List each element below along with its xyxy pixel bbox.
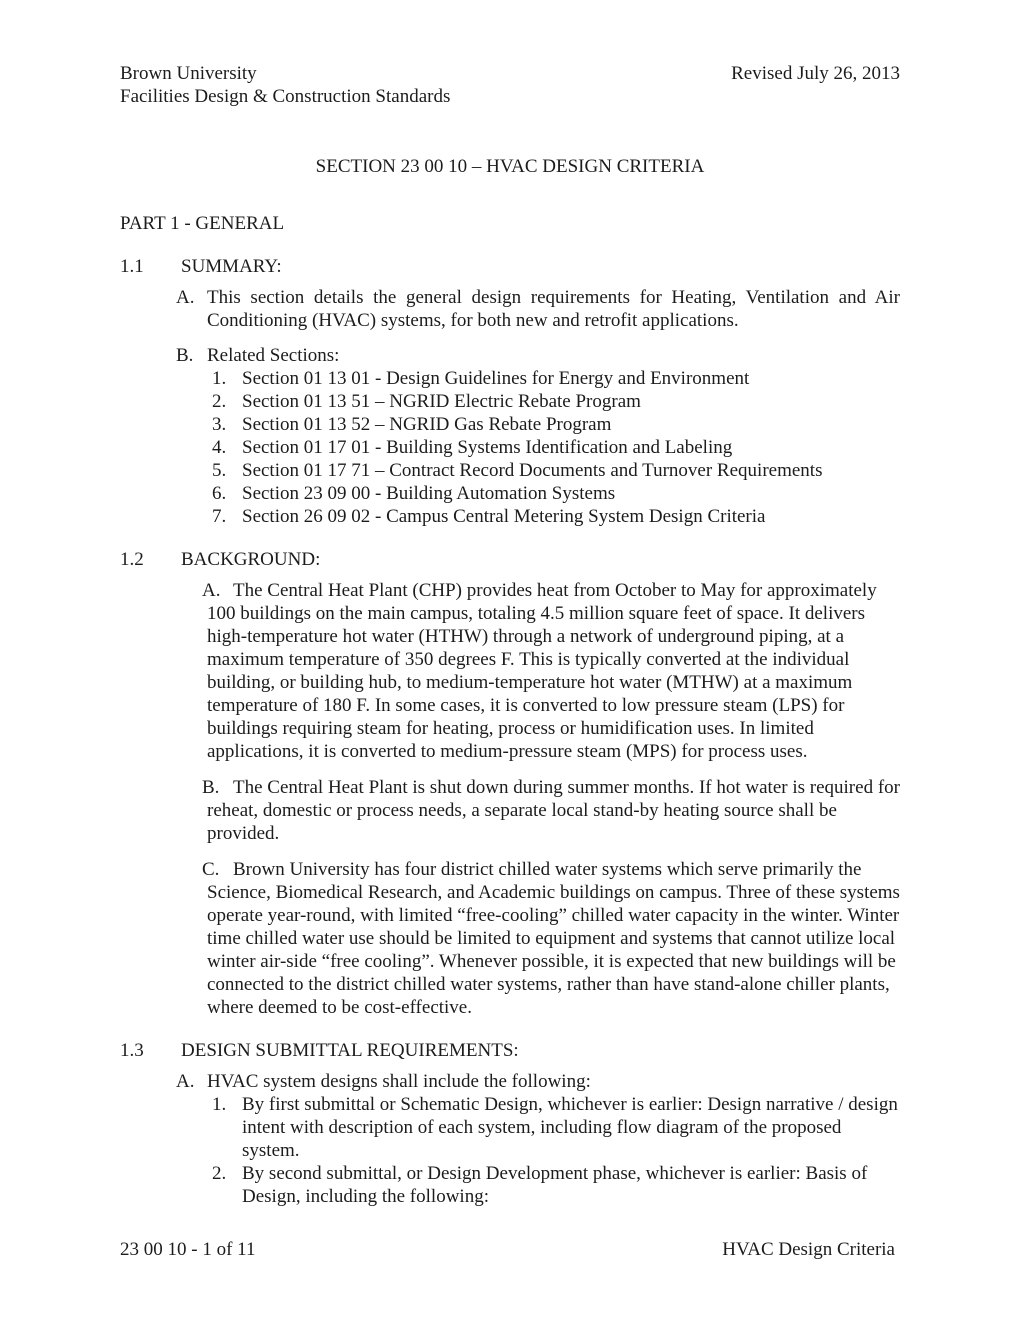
page-content: [120, 62, 900, 1208]
list-item-text: Section 01 17 01 - Building Systems Identification and Labeling: [242, 437, 733, 458]
list-item-text: Section 01 17 71 – Contract Record Documents and Turnover Requirements: [242, 460, 823, 481]
list-item-text: By second submittal, or Design Development phase, whichever is earlier: Basis of Design, including the following:: [242, 1163, 868, 1207]
list-item-related-6: [212, 482, 900, 505]
heading-1-1: [120, 255, 900, 278]
para-text: The Central Heat Plant is shut down during summer months. If hot water is required for reheat, domestic or process needs, a separate local stand-by heating source shall be provided.: [207, 777, 900, 844]
heading-1-2: [120, 548, 900, 571]
list-marker: A.: [176, 287, 195, 308]
header-left: [120, 62, 450, 108]
para-1-2-b: [202, 776, 900, 845]
para-text: Brown University has four district chilled water systems which serve primarily the Science, Biomedical Research, and Academic buildings on campus. Three of these systems operate year-round, with limited “free-cooling” chilled water capacity in the winter. Winter time chilled water use should be limited to equipment and systems that cannot utilize local winter air-side “free cooling”. Whenever possible, it is expected that new buildings will be connected to the district chilled water systems, rather than have stand-alone chiller plants, where deemed to be cost-effective.: [207, 859, 900, 1018]
list-marker: 7.: [212, 506, 227, 527]
list-marker: A.: [202, 580, 221, 601]
para-text: Related Sections:: [207, 345, 340, 366]
heading-text: SUMMARY:: [181, 256, 282, 277]
list-item-text: Section 23 09 00 - Building Automation Systems: [242, 483, 616, 504]
list-item-submittal-2: [212, 1162, 900, 1208]
list-marker: 2.: [212, 391, 227, 412]
list-marker: 1.: [212, 1094, 227, 1115]
para-text: HVAC system designs shall include the following:: [207, 1071, 591, 1092]
para-1-2-c: [202, 858, 900, 1019]
list-item-submittal-1: [212, 1093, 900, 1162]
para-1-2-a: [202, 579, 900, 763]
list-marker: 5.: [212, 460, 227, 481]
list-marker: 6.: [212, 483, 227, 504]
list-item-text: Section 01 13 52 – NGRID Gas Rebate Program: [242, 414, 612, 435]
list-marker: C.: [202, 859, 220, 880]
list-item-related-1: [212, 367, 900, 390]
page-header: [120, 62, 900, 108]
heading-text: DESIGN SUBMITTAL REQUIREMENTS:: [181, 1040, 519, 1061]
list-item-related-4: [212, 436, 900, 459]
para-text: The Central Heat Plant (CHP) provides heat from October to May for approximately 100 buildings on the main campus, totaling 4.5 million square feet of space. It delivers high-temperature hot water (HTHW) through a network of underground piping, at a maximum temperature of 350 degrees F. This is typically converted at the individual building, or building hub, to medium-temperature hot water (MTHW) at a maximum temperature of 180 F. In some cases, it is converted to low pressure steam (LPS) for buildings requiring steam for heating, process or humidification uses. In limited applications, it is converted to medium-pressure steam (MPS) for process uses.: [207, 580, 877, 762]
heading-number: 1.3: [120, 1040, 144, 1061]
list-item-related-5: [212, 459, 900, 482]
header-organization: Brown University: [120, 63, 257, 84]
list-item-related-7: [212, 505, 900, 528]
header-revision-date: Revised July 26, 2013: [731, 63, 900, 84]
para-1-1-a: [176, 286, 900, 332]
list-marker: 2.: [212, 1163, 227, 1184]
header-department: Facilities Design & Construction Standards: [120, 86, 451, 107]
list-item-text: Section 01 13 51 – NGRID Electric Rebate Program: [242, 391, 641, 412]
list-item-related-3: [212, 413, 900, 436]
heading-number: 1.2: [120, 549, 144, 570]
heading-1-3: [120, 1039, 900, 1062]
list-marker: 4.: [212, 437, 227, 458]
heading-text: BACKGROUND:: [181, 549, 321, 570]
list-item-text: By first submittal or Schematic Design, whichever is earlier: Design narrative / design intent with description of each system, including flow diagram of the proposed system.: [242, 1094, 898, 1161]
heading-number: 1.1: [120, 256, 144, 277]
list-marker: B.: [176, 345, 194, 366]
list-marker: 1.: [212, 368, 227, 389]
para-text: This section details the general design requirements for Heating, Ventilation and Air Conditioning (HVAC) systems, for both new and retrofit applications.: [207, 287, 900, 331]
list-marker: B.: [202, 777, 220, 798]
list-marker: A.: [176, 1071, 195, 1092]
footer-document-name: HVAC Design Criteria: [722, 1239, 895, 1260]
part-heading: PART 1 - GENERAL: [120, 213, 285, 234]
para-1-3-a: [176, 1070, 900, 1093]
para-1-1-b: [176, 344, 900, 367]
list-item-text: Section 26 09 02 - Campus Central Metering System Design Criteria: [242, 506, 766, 527]
section-title: SECTION 23 00 10 – HVAC DESIGN CRITERIA: [315, 156, 705, 177]
list-item-related-2: [212, 390, 900, 413]
page-footer: [120, 1238, 895, 1261]
footer-page-number: 23 00 10 - 1 of 11: [120, 1239, 256, 1260]
list-item-text: Section 01 13 01 - Design Guidelines for Energy and Environment: [242, 368, 750, 389]
list-marker: 3.: [212, 414, 227, 435]
